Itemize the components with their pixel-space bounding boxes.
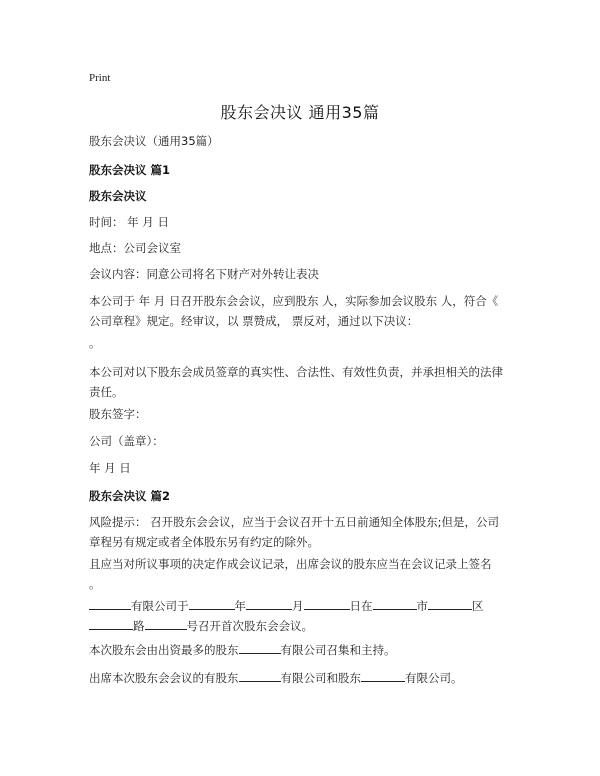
meet-text-f: 区 xyxy=(472,599,484,613)
road-name-blank xyxy=(89,617,133,630)
meeting-place: 地点：公司会议室 xyxy=(89,241,181,255)
first-meeting-line-2 xyxy=(89,616,529,636)
liability-line-1: 本公司对以下股东会成员签章的真实性、合法性、有效性负责，并承担相关的法律 xyxy=(89,365,503,379)
city-blank xyxy=(373,597,417,610)
section1-subheading: 股东会决议 xyxy=(89,189,147,203)
liability-paragraph xyxy=(89,362,529,402)
first-meeting-paragraph xyxy=(89,596,529,636)
risk-notice xyxy=(89,512,529,552)
document-subtitle: 股东会决议（通用35篇） xyxy=(89,134,219,148)
company-seal: 公司（盖章）： xyxy=(89,434,164,448)
month-blank xyxy=(246,597,292,610)
host-paragraph xyxy=(89,640,529,660)
record-line-2: 。 xyxy=(89,577,101,591)
host-text-a: 本次股东会由出资最多的股东 xyxy=(89,643,239,657)
meeting-content: 会议内容：同意公司将名下财产对外转让表决 xyxy=(89,267,319,281)
risk-line-2: 章程另有规定或者全体股东另有约定的除外。 xyxy=(89,535,319,549)
day-blank xyxy=(304,597,350,610)
meet-text-b: 年 xyxy=(234,599,246,613)
meet-text-e: 市 xyxy=(416,599,428,613)
resolution-line-2: 公司章程》规定。经审议，以 票赞成， 票反对，通过以下决议： xyxy=(89,314,419,328)
host-company-blank xyxy=(239,641,281,654)
attend-text-b: 有限公司和股东 xyxy=(280,671,361,685)
meeting-time: 时间： 年 月 日 xyxy=(89,215,169,229)
host-text-b: 有限公司召集和主持。 xyxy=(280,643,396,657)
meet-text-d: 日在 xyxy=(349,599,373,613)
company-name-blank xyxy=(89,597,131,610)
section2-heading: 股东会决议 篇2 xyxy=(89,489,171,503)
section1-heading: 股东会决议 篇1 xyxy=(89,163,171,177)
shareholder-signature: 股东签字： xyxy=(89,407,147,421)
meet-text-g: 路 xyxy=(133,619,145,633)
road-number-blank xyxy=(145,617,187,630)
attendees-paragraph xyxy=(89,668,529,688)
first-meeting-line-1 xyxy=(89,596,529,616)
document-title: 股东会决议 通用35篇 xyxy=(220,103,380,122)
meet-text-c: 月 xyxy=(292,599,304,613)
record-notice xyxy=(89,554,529,594)
resolution-paragraph xyxy=(89,291,529,331)
resolution-dot: 。 xyxy=(89,336,101,350)
district-blank xyxy=(428,597,472,610)
signature-date: 年 月 日 xyxy=(89,461,131,475)
print-link[interactable]: Print xyxy=(89,72,111,84)
risk-line-1: 风险提示： 召开股东会会议，应当于会议召开十五日前通知全体股东;但是，公司 xyxy=(89,515,500,529)
year-blank xyxy=(189,597,235,610)
record-line-1: 且应当对所议事项的决定作成会议记录，出席会议的股东应当在会议记录上签名 xyxy=(89,557,492,571)
resolution-line-1: 本公司于 年 月 日召开股东会会议，应到股东 人，实际参加会议股东 人，符合《 xyxy=(89,294,499,308)
meet-text-h: 号召开首次股东会会议。 xyxy=(186,619,313,633)
attend-text-a: 出席本次股东会会议的有股东 xyxy=(89,671,239,685)
liability-line-2: 责任。 xyxy=(89,385,124,399)
attend-company-2-blank xyxy=(361,669,405,682)
meet-text-a: 有限公司于 xyxy=(131,599,189,613)
attend-company-1-blank xyxy=(239,669,281,682)
attend-text-c: 有限公司。 xyxy=(405,671,463,685)
